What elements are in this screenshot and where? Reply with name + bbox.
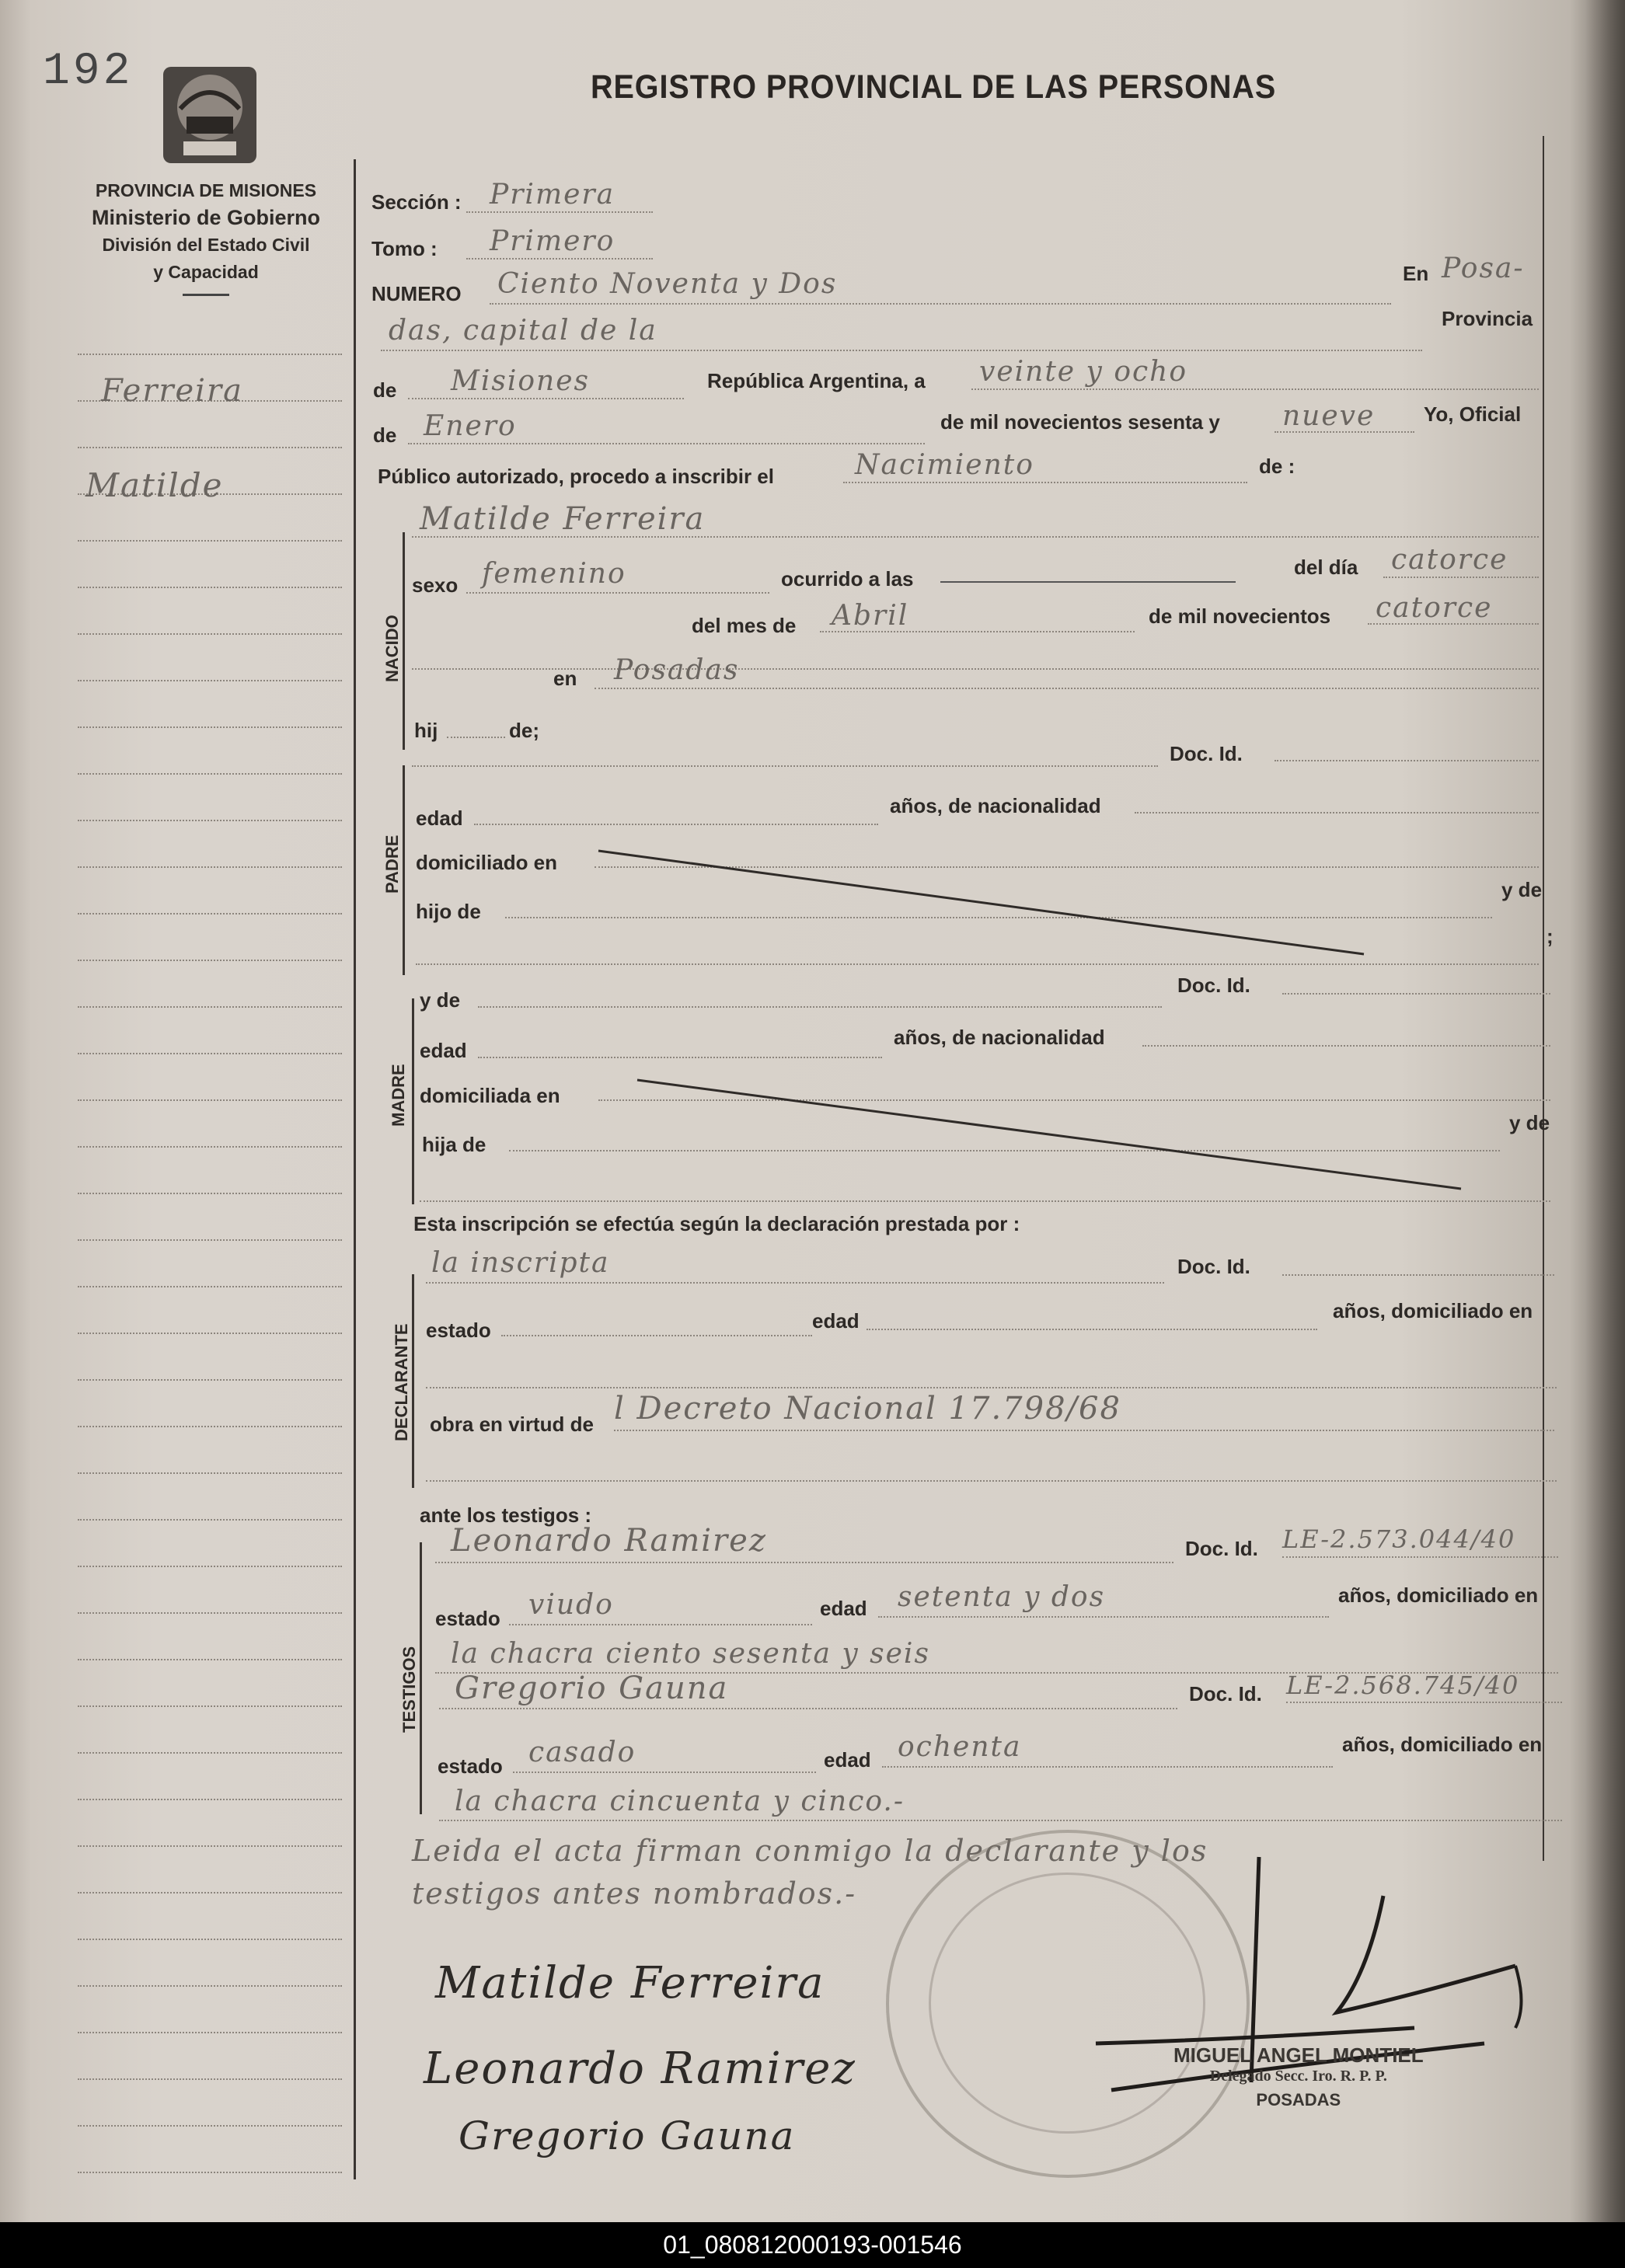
margin-rule-line <box>78 540 342 542</box>
right-edge-line <box>1543 136 1544 1861</box>
padre-domicilio-label: domiciliado en <box>416 851 558 874</box>
margin-separator <box>354 159 356 2179</box>
madre-y-de-2-label: y de <box>1509 1111 1550 1134</box>
margin-rule-line <box>78 1612 342 1614</box>
nacido-bracket <box>403 532 420 750</box>
testigo1-estado-line <box>509 1624 812 1625</box>
declarante-edad-line <box>867 1329 1317 1330</box>
ministry-capacity: y Capacidad <box>153 262 259 282</box>
padre-edad-line <box>474 824 878 825</box>
declarante-anos-label: años, domiciliado en <box>1333 1299 1533 1322</box>
declarante-section-label: DECLARANTE <box>392 1323 411 1441</box>
nombre-value: Matilde Ferreira <box>420 501 706 537</box>
signature-declarante: Matilde Ferreira <box>435 1958 825 2008</box>
margin-given-name: Matilde <box>85 466 224 504</box>
declarante-bracket <box>412 1274 430 1488</box>
madre-anos-label: años, de nacionalidad <box>894 1026 1105 1049</box>
margin-rule-line <box>78 2172 342 2173</box>
declarante-estado-line <box>501 1335 812 1336</box>
officer-name: MIGUEL ANGEL MONTIEL <box>1173 2043 1424 2067</box>
sexo-line <box>466 592 769 594</box>
margin-rule-line <box>78 1985 342 1987</box>
testigo2-doc-line <box>1286 1702 1562 1703</box>
publico-label: Público autorizado, procedo a inscribir el <box>378 465 774 488</box>
madre-hija-label: hija de <box>422 1133 486 1156</box>
yo-oficial-label: Yo, Oficial <box>1424 402 1522 426</box>
officer-city: POSADAS <box>1256 2090 1341 2109</box>
sexo-value: femenino <box>482 558 626 590</box>
ante-testigos-label: ante los testigos : <box>420 1503 592 1527</box>
mes-reg-line <box>408 443 925 444</box>
madre-nac-line <box>1142 1045 1550 1047</box>
padre-section-label: PADRE <box>382 834 402 894</box>
nombre-line <box>412 536 1539 538</box>
tomo-label: Tomo : <box>371 237 438 260</box>
en-value: Posa- <box>1442 253 1525 284</box>
form-title: REGISTRO PROVINCIAL DE LAS PERSONAS <box>591 68 1277 106</box>
testigos-bracket <box>420 1542 438 1814</box>
margin-rule-line <box>78 1566 342 1567</box>
provincia-line <box>408 398 684 399</box>
testigo2-dom-value: la chacra cincuenta y cinco.- <box>455 1785 905 1817</box>
seccion-value: Primera <box>490 179 615 211</box>
declarante-estado-label: estado <box>426 1319 491 1342</box>
madre-domicilio-label: domiciliada en <box>420 1084 560 1107</box>
doc-id-label-1: Doc. Id. <box>1170 742 1243 765</box>
margin-rule-line <box>78 820 342 821</box>
ministry-division: División del Estado Civil <box>102 235 310 255</box>
testigo1-edad-value: setenta y dos <box>898 1581 1106 1613</box>
testigo1-doc-line <box>1282 1556 1558 1558</box>
margin-rule-line <box>78 1379 342 1381</box>
coat-of-arms-icon <box>155 61 264 169</box>
testigo1-edad-label: edad <box>820 1597 867 1620</box>
anio-nac-line <box>1368 623 1539 625</box>
obra-value: l Decreto Nacional 17.798/68 <box>614 1391 1121 1427</box>
margin-rule-line <box>78 2078 342 2080</box>
declarante-dom-line <box>426 1387 1557 1388</box>
margin-rule-line <box>78 960 342 961</box>
testigos-section-label: TESTIGOS <box>399 1646 419 1733</box>
del-mes-label: del mes de <box>692 614 797 637</box>
hij-label: hij <box>414 719 438 742</box>
mes-reg-value: Enero <box>424 410 517 442</box>
dia-nac-line <box>1383 577 1539 578</box>
margin-rule-line <box>78 680 342 681</box>
closing-line-1: Leida el acta firman conmigo la declarante y los <box>412 1834 1208 1868</box>
en-nac-label: en <box>553 667 577 690</box>
testigo1-anos-label: años, domiciliado en <box>1338 1583 1539 1607</box>
testigo2-edad-label: edad <box>824 1748 871 1772</box>
margin-rule-line <box>78 773 342 775</box>
numero-value: Ciento Noventa y Dos <box>497 268 838 300</box>
doc-id-line-3 <box>1282 1274 1554 1276</box>
anio-nac-value: catorce <box>1376 592 1493 624</box>
provincia-value: Misiones <box>451 365 591 397</box>
tomo-line <box>466 258 653 260</box>
padre-blank-line <box>416 963 1539 965</box>
margin-rule-line <box>78 2032 342 2033</box>
mes-nac-line <box>820 631 1135 632</box>
testigo1-estado-label: estado <box>435 1607 500 1630</box>
testigo1-name-line <box>435 1562 1173 1563</box>
sexo-label: sexo <box>412 573 459 597</box>
margin-rule-line <box>78 1752 342 1754</box>
anio-reg-value: nueve <box>1282 400 1376 432</box>
obra-label: obra en virtud de <box>430 1413 594 1436</box>
lugar-nac-value: Posadas <box>614 654 740 686</box>
dia-reg-line <box>971 388 1539 390</box>
seccion-label: Sección : <box>371 190 462 214</box>
margin-rule-line <box>78 1799 342 1800</box>
inscripcion-label: Esta inscripción se efectúa según la declaración prestada por : <box>413 1212 1020 1235</box>
testigo2-estado-line <box>513 1772 816 1773</box>
del-dia-label: del día <box>1294 556 1358 579</box>
declarante-value: la inscripta <box>431 1247 610 1279</box>
padre-y-de-label: y de <box>1501 878 1543 901</box>
padre-nac-line <box>1135 812 1539 813</box>
testigo1-edad-line <box>878 1616 1329 1618</box>
madre-edad-label: edad <box>420 1039 467 1062</box>
margin-rule-line <box>78 2125 342 2127</box>
margin-rule-line <box>78 1472 342 1474</box>
testigo2-edad-value: ochenta <box>898 1731 1022 1763</box>
en-value-cont: das, capital de la <box>389 315 657 347</box>
tomo-value: Primero <box>490 225 615 257</box>
ministry-name: Ministerio de Gobierno <box>91 206 321 229</box>
margin-rule-line <box>78 1286 342 1287</box>
madre-edad-line <box>478 1057 882 1058</box>
hij-line <box>447 737 505 738</box>
margin-rule-line <box>78 1193 342 1194</box>
madre-cross-out <box>633 1076 1465 1193</box>
page-binding-shadow <box>1585 0 1625 2222</box>
de2-label: de <box>373 423 397 447</box>
testigo1-estado-value: viudo <box>528 1589 614 1621</box>
mes-nac-value: Abril <box>832 600 909 632</box>
de-semi-label: de; <box>509 719 539 742</box>
margin-rule-line <box>78 1006 342 1008</box>
de-mil-label: de mil novecientos sesenta y <box>940 410 1220 434</box>
madre-section-label: MADRE <box>389 1064 408 1127</box>
lugar-nac-line <box>595 688 1539 689</box>
margin-rule-line <box>78 1659 342 1660</box>
margin-rule-line <box>78 587 342 588</box>
declarante-line <box>426 1282 1164 1284</box>
testigo1-doc: LE-2.573.044/40 <box>1282 1524 1516 1554</box>
acto-value: Nacimiento <box>855 449 1034 481</box>
margin-rule-line <box>78 1845 342 1847</box>
madre-nombre-line <box>478 1006 1162 1008</box>
officer-block <box>1173 2043 1424 2110</box>
acto-line <box>843 482 1247 483</box>
padre-anos-label: años, de nacionalidad <box>890 794 1101 817</box>
margin-rule-line <box>78 1333 342 1334</box>
padre-cross-out <box>591 847 1368 956</box>
testigo2-edad-line <box>882 1766 1333 1768</box>
doc-id-label-4: Doc. Id. <box>1185 1537 1258 1560</box>
margin-rule-line <box>78 1053 342 1054</box>
padre-semicolon: ; <box>1547 925 1554 948</box>
page-number: 192 <box>43 47 134 97</box>
doc-id-label-3: Doc. Id. <box>1177 1255 1250 1278</box>
en-label: En <box>1403 262 1429 285</box>
margin-surname: Ferreira <box>101 373 243 409</box>
ministry-province: PROVINCIA DE MISIONES <box>95 180 317 200</box>
testigo2-estado-label: estado <box>438 1754 503 1778</box>
margin-rule-line <box>78 447 342 448</box>
ministry-divider <box>183 294 229 296</box>
dia-reg-value: veinte y ocho <box>979 356 1188 388</box>
declarante-edad-label: edad <box>812 1309 860 1333</box>
margin-rule-line <box>78 633 342 635</box>
signature-testigo1: Leonardo Ramirez <box>424 2043 856 2094</box>
margin-rule-line <box>78 1939 342 1940</box>
seccion-line <box>466 211 653 213</box>
nacido-blank-line <box>412 668 1539 670</box>
margin-rule-line <box>78 726 342 728</box>
image-filename: 01_080812000193-001546 <box>0 2222 1625 2268</box>
margin-rule-line <box>78 1426 342 1427</box>
doc-id-label-2: Doc. Id. <box>1177 974 1250 997</box>
margin-rule-line <box>78 1146 342 1148</box>
obra-line <box>614 1430 1554 1431</box>
obra-blank-line <box>426 1480 1557 1482</box>
padre-edad-label: edad <box>416 807 463 830</box>
madre-blank-line <box>420 1200 1550 1202</box>
madre-y-de-label: y de <box>420 988 461 1012</box>
doc-id-line-2 <box>1282 993 1550 995</box>
nacido-section-label: NACIDO <box>382 615 402 682</box>
ministry-block <box>54 177 357 296</box>
ocurrido-label: ocurrido a las <box>781 567 914 591</box>
testigo2-dom-line <box>439 1820 1562 1821</box>
margin-rule-line <box>78 913 342 915</box>
doc-id-line-1 <box>1275 760 1539 761</box>
testigo2-anos-label: años, domiciliado en <box>1342 1733 1543 1756</box>
officer-role: Delegado Secc. Iro. R. P. P. <box>1209 2068 1387 2085</box>
de-mil-nov-label: de mil novecientos <box>1149 604 1331 628</box>
de-colon-label: de : <box>1259 455 1295 478</box>
hora-line <box>940 581 1236 583</box>
de-label: de <box>373 378 397 402</box>
numero-label: NUMERO <box>371 282 462 305</box>
numero-line <box>490 303 1391 305</box>
provincia-label: Provincia <box>1442 307 1533 330</box>
signature-testigo2: Gregorio Gauna <box>459 2113 796 2158</box>
doc-id-label-5: Doc. Id. <box>1189 1682 1262 1705</box>
testigo2-estado-value: casado <box>528 1737 636 1768</box>
testigo1-name: Leonardo Ramirez <box>451 1523 767 1559</box>
margin-rule-line <box>78 1705 342 1707</box>
margin-rule-line <box>78 1099 342 1101</box>
republica-label: República Argentina, a <box>707 369 926 392</box>
testigo1-dom-value: la chacra ciento sesenta y seis <box>451 1638 930 1670</box>
testigo2-doc: LE-2.568.745/40 <box>1286 1671 1520 1700</box>
hij-blank-line <box>412 765 1158 767</box>
anio-reg-line <box>1275 431 1414 433</box>
padre-hijo-label: hijo de <box>416 900 481 923</box>
testigo2-name: Gregorio Gauna <box>455 1671 729 1706</box>
margin-rule-line <box>78 354 342 355</box>
closing-line-2: testigos antes nombrados.- <box>412 1876 857 1911</box>
margin-rule-line <box>78 1519 342 1521</box>
testigo2-name-line <box>439 1708 1177 1709</box>
en-cont-line <box>381 350 1422 351</box>
margin-rule-line <box>78 866 342 868</box>
margin-rule-line <box>78 1892 342 1893</box>
dia-nac-value: catorce <box>1391 544 1508 576</box>
margin-rule-line <box>78 1239 342 1241</box>
